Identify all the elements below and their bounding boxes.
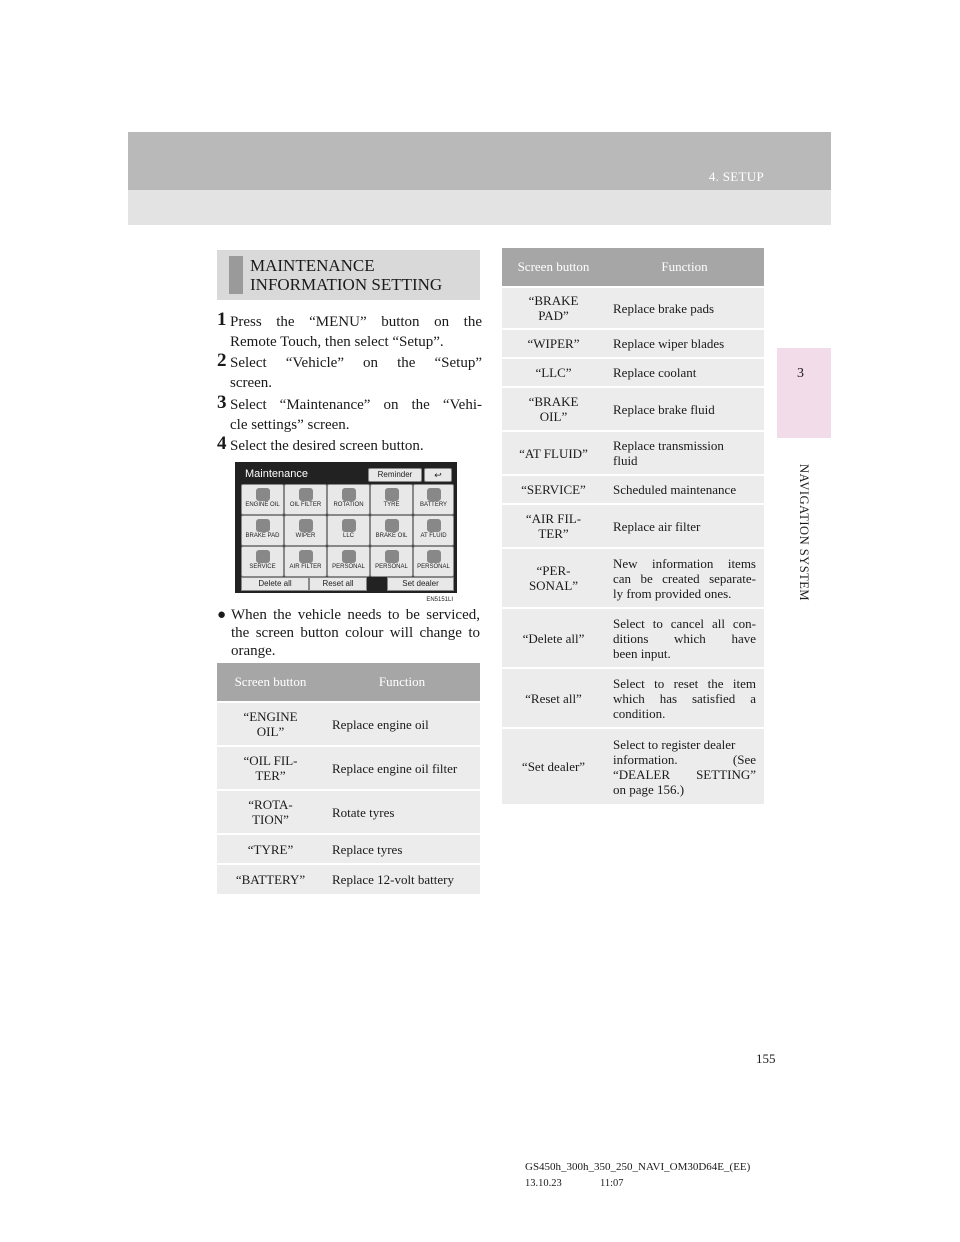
screen-button-label: BATTERY	[419, 502, 448, 508]
screen-button-wiper[interactable]	[284, 515, 327, 546]
table-row	[217, 790, 480, 834]
left-function-table	[217, 663, 480, 894]
cell-line: PAD”	[538, 308, 569, 323]
oil-can-icon	[256, 488, 270, 501]
reset-all-button[interactable]: Reset all	[309, 577, 367, 591]
cell-line: “BRAKE	[528, 293, 579, 308]
screen-button-cell	[217, 746, 324, 790]
section-header-title: 4. SETUP	[708, 169, 764, 184]
cell-line: Select to cancel all con-	[613, 615, 756, 631]
back-button[interactable]	[424, 468, 452, 482]
function-cell: Replace 12-volt battery	[324, 864, 480, 894]
air-filter-icon	[299, 550, 313, 563]
function-cell: Replace coolant	[605, 358, 764, 387]
screen-button-cell: “AT FLUID”	[502, 431, 605, 475]
screen-button-cell	[502, 287, 605, 329]
screen-button-cell: “Reset all”	[502, 668, 605, 728]
step-3	[217, 392, 482, 435]
step-text-line: Select the desired screen button.	[230, 438, 424, 454]
cell-line: condition.	[613, 705, 666, 721]
step-text-line: Press the “MENU” button on the	[230, 314, 482, 330]
oil-filter-icon	[299, 488, 313, 501]
table-row	[217, 864, 480, 894]
bullet-line: the screen button colour will change to	[231, 625, 480, 641]
cell-line: ditions which have	[613, 630, 756, 646]
personal-icon	[342, 550, 356, 563]
screen-button-label: OIL FILTER	[289, 502, 322, 508]
step-text-line: screen.	[230, 375, 273, 391]
screen-button-label: WIPER	[295, 533, 316, 539]
cell-line: “PER-	[536, 563, 571, 578]
screen-button-label: ROTATION	[333, 502, 364, 508]
tyre-icon	[385, 488, 399, 501]
screen-button-cell: “SERVICE”	[502, 475, 605, 504]
function-cell	[605, 668, 764, 728]
screen-button-cell	[502, 504, 605, 548]
screen-button-air-filter[interactable]	[284, 546, 327, 577]
screen-button-battery[interactable]	[413, 484, 454, 515]
cell-line: Replace transmission	[613, 438, 724, 453]
screen-button-label: PERSONAL	[332, 564, 365, 570]
screen-button-label: AIR FILTER	[289, 564, 322, 570]
function-cell: Replace engine oil filter	[324, 746, 480, 790]
screen-button-cell: “WIPER”	[502, 329, 605, 358]
screen-button-personal[interactable]	[327, 546, 370, 577]
step-number: 2	[217, 350, 227, 371]
table-row	[217, 702, 480, 746]
step-number: 3	[217, 392, 227, 413]
function-cell: Scheduled maintenance	[605, 475, 764, 504]
cell-line: “ENGINE	[243, 709, 298, 724]
set-dealer-button[interactable]: Set dealer	[387, 577, 454, 591]
cell-line: “AIR FIL-	[525, 511, 582, 526]
table-row	[502, 668, 764, 728]
table-row	[217, 746, 480, 790]
function-cell: Rotate tyres	[324, 790, 480, 834]
step-1	[217, 309, 482, 352]
column-header: Screen button	[217, 663, 324, 702]
heading-text	[250, 256, 442, 294]
bullet-note	[217, 606, 480, 660]
section-heading	[217, 250, 480, 300]
step-text-line: Select “Vehicle” on the “Setup”	[230, 355, 482, 371]
heading-line-1: MAINTENANCE	[250, 256, 375, 275]
cell-line: New information items	[613, 555, 756, 571]
radiator-icon	[342, 519, 356, 532]
brake-fluid-icon	[385, 519, 399, 532]
cell-line: “BRAKE	[528, 394, 579, 409]
function-cell	[605, 728, 764, 804]
function-cell: Replace brake pads	[605, 287, 764, 329]
table-row	[502, 358, 764, 387]
function-cell	[605, 608, 764, 668]
bullet-line: orange.	[231, 643, 276, 659]
bullet-line: When the vehicle needs to be serviced,	[231, 607, 480, 623]
screen-button-cell: “BATTERY”	[217, 864, 324, 894]
screen-button-service[interactable]	[241, 546, 284, 577]
footer-time: 11:07	[600, 1178, 624, 1189]
battery-icon	[427, 488, 441, 501]
cell-line: OIL”	[256, 724, 285, 739]
cell-line: “DEALER SETTING”	[613, 766, 756, 782]
screen-button-label: AT FLUID	[420, 533, 447, 539]
cell-line: on page 156.)	[613, 781, 685, 797]
cell-line: “ROTA-	[248, 797, 293, 812]
screen-button-cell: “TYRE”	[217, 834, 324, 864]
table-row	[502, 548, 764, 608]
screen-button-cell: “LLC”	[502, 358, 605, 387]
function-cell: Replace brake fluid	[605, 387, 764, 431]
cell-line: information. (See	[613, 751, 756, 767]
table-row	[502, 431, 764, 475]
screen-button-label: BRAKE PAD	[245, 533, 280, 539]
function-cell: Replace engine oil	[324, 702, 480, 746]
cell-line: can be created separate-	[613, 570, 756, 586]
at-fluid-icon	[427, 519, 441, 532]
page-number: 155	[756, 1051, 776, 1066]
table-row	[502, 287, 764, 329]
function-cell: Replace tyres	[324, 834, 480, 864]
cell-line: ly from provided ones.	[613, 585, 732, 601]
screen-button-cell	[502, 387, 605, 431]
cell-line: SONAL”	[528, 578, 579, 593]
cell-line: been input.	[613, 645, 671, 661]
wrench-icon	[256, 550, 270, 563]
cell-line: “OIL FIL-	[243, 753, 298, 768]
footer-date: 13.10.23	[525, 1178, 562, 1189]
screen-button-tyre[interactable]	[370, 484, 413, 515]
screen-button-label: TYRE	[383, 502, 400, 508]
column-header: Function	[605, 248, 764, 287]
screen-button-llc[interactable]	[327, 515, 370, 546]
cell-line: TER”	[255, 768, 286, 783]
screen-button-personal[interactable]	[370, 546, 413, 577]
personal-icon	[427, 550, 441, 563]
right-function-table	[502, 248, 764, 804]
chapter-number: 3	[797, 366, 804, 381]
screen-button-label: ENGINE OIL	[245, 502, 280, 508]
function-cell: Replace wiper blades	[605, 329, 764, 358]
table-row	[502, 387, 764, 431]
back-arrow-icon: ↩	[434, 470, 442, 480]
cell-line: TER”	[538, 526, 569, 541]
tyre-rotation-icon	[342, 488, 356, 501]
step-text-line: Select “Maintenance” on the “Vehi-	[230, 397, 482, 413]
reminder-button[interactable]: Reminder	[368, 468, 422, 482]
table-row	[502, 608, 764, 668]
table-row	[502, 329, 764, 358]
screen-button-rotation[interactable]	[327, 484, 370, 515]
header-subband	[128, 190, 831, 225]
cell-line: Select to reset the item	[613, 675, 756, 691]
chapter-tab	[777, 348, 831, 438]
screen-button-engine-oil[interactable]	[241, 484, 284, 515]
step-number: 1	[217, 309, 227, 330]
screen-title: Maintenance	[245, 468, 308, 480]
screen-button-label: SERVICE	[249, 564, 276, 570]
screen-button-brake-pad[interactable]	[241, 515, 284, 546]
table-row	[502, 475, 764, 504]
screen-button-cell: “Delete all”	[502, 608, 605, 668]
step-2	[217, 350, 482, 393]
cell-line: fluid	[613, 453, 638, 468]
table-row	[502, 728, 764, 804]
step-4	[217, 433, 482, 456]
function-cell	[605, 548, 764, 608]
figure-code: EN5151LI	[426, 597, 453, 603]
bullet-dot-icon: ●	[217, 607, 227, 623]
step-text-line: Remote Touch, then select “Setup”.	[230, 334, 444, 350]
screen-button-label: LLC	[342, 533, 354, 539]
wiper-icon	[299, 519, 313, 532]
heading-bar	[229, 256, 243, 294]
screen-button-label: PERSONAL	[375, 564, 408, 570]
column-header: Function	[324, 663, 480, 702]
screen-button-label: PERSONAL	[417, 564, 450, 570]
footer-doc-id: GS450h_300h_350_250_NAVI_OM30D64E_(EE)	[525, 1161, 751, 1173]
screen-button-cell	[217, 702, 324, 746]
cell-line: OIL”	[539, 409, 568, 424]
screen-button-at-fluid[interactable]	[413, 515, 454, 546]
function-cell: Replace air filter	[605, 504, 764, 548]
cell-line: TION”	[252, 812, 289, 827]
function-cell	[605, 431, 764, 475]
step-number: 4	[217, 433, 227, 454]
chapter-side-label-box	[791, 458, 811, 608]
brake-disc-icon	[256, 519, 270, 532]
cell-line: Select to register dealer	[613, 736, 736, 752]
screen-button-personal[interactable]	[413, 546, 454, 577]
screen-button-cell: “Set dealer”	[502, 728, 605, 804]
cell-line: which has satisfied a	[613, 690, 756, 706]
screen-button-cell	[502, 548, 605, 608]
personal-icon	[385, 550, 399, 563]
table-row	[502, 504, 764, 548]
chapter-side-label: NAVIGATION SYSTEM	[797, 463, 811, 602]
table-row	[217, 834, 480, 864]
screen-button-oil-filter[interactable]	[284, 484, 327, 515]
delete-all-button[interactable]: Delete all	[241, 577, 309, 591]
heading-line-2: INFORMATION SETTING	[250, 275, 443, 294]
step-text-line: cle settings” screen.	[230, 417, 350, 433]
screen-button-cell	[217, 790, 324, 834]
screen-button-brake-oil[interactable]	[370, 515, 413, 546]
column-header: Screen button	[502, 248, 605, 287]
screen-button-label: BRAKE OIL	[375, 533, 408, 539]
maintenance-screen-illustration	[235, 462, 457, 603]
